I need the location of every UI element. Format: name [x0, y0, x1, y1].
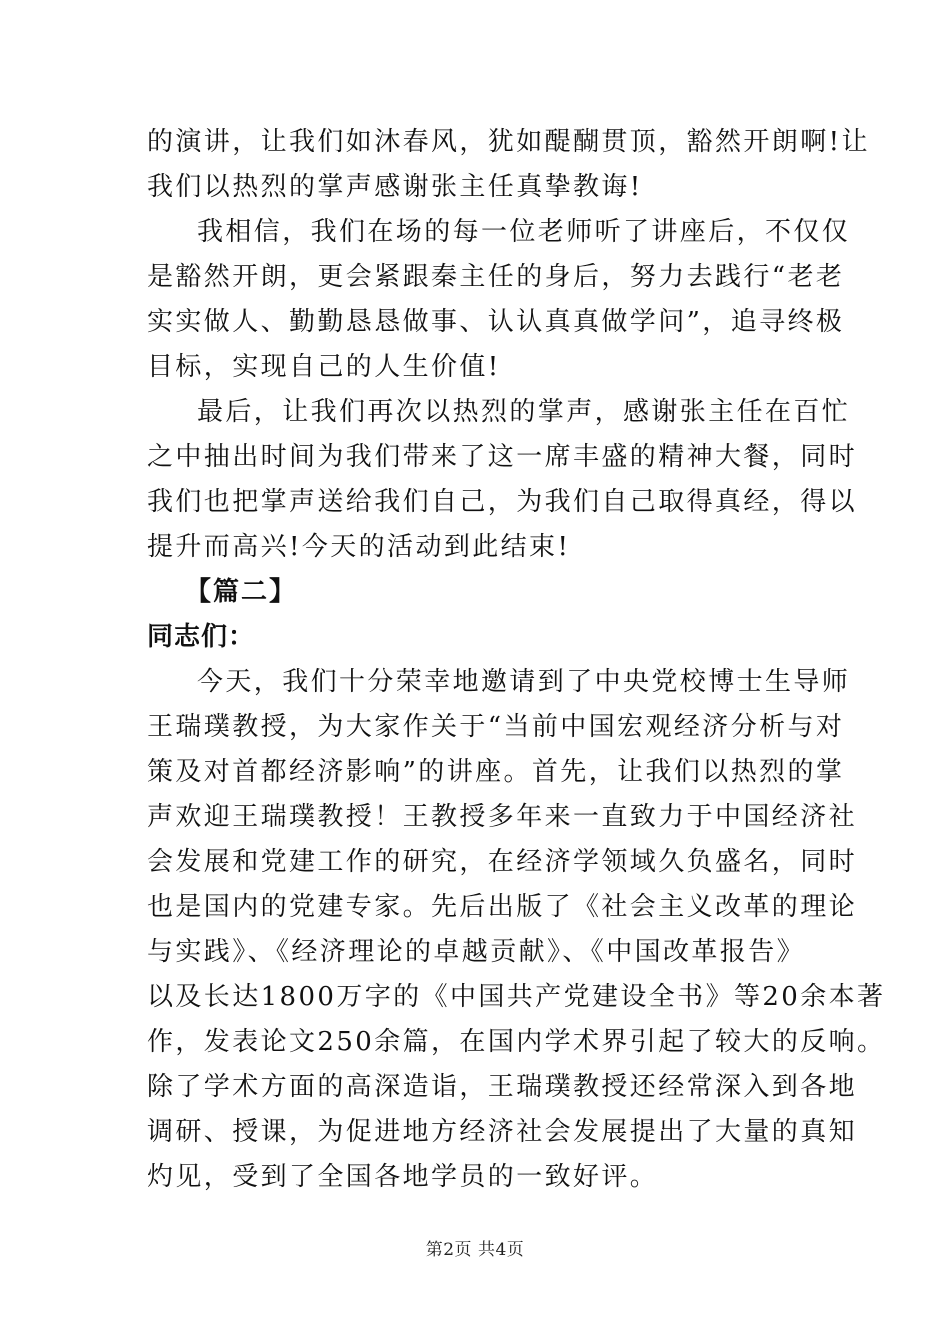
- body-text-line: 也是国内的党建专家。先后出版了《社会主义改革的理论: [147, 892, 858, 922]
- body-text-line: 与实践》、《经济理论的卓越贡献》、《中国改革报告》: [147, 937, 806, 967]
- body-text-line: 作，发表论文250余篇，在国内学术界引起了较大的反响。: [147, 1027, 886, 1057]
- body-text-line: 实实做人、勤勤恳恳做事、认认真真做学问”，追寻终极: [147, 307, 845, 337]
- greeting: 同志们：: [147, 622, 256, 652]
- body-text-line: 我们也把掌声送给我们自己，为我们自己取得真经，得以: [147, 487, 858, 517]
- body-text-line: 提升而高兴!今天的活动到此结束!: [147, 532, 571, 562]
- body-text-line: 我们以热烈的掌声感谢张主任真挚教诲!: [147, 172, 643, 202]
- paragraph-first-line: 我相信，我们在场的每一位老师听了讲座后，不仅仅: [197, 217, 851, 247]
- body-text-line: 目标，实现自己的人生价值!: [147, 352, 501, 382]
- body-text-line: 以及长达1800万字的《中国共产党建设全书》等20余本著: [147, 982, 886, 1012]
- body-text-line: 的演讲，让我们如沐春风，犹如醍醐贯顶，豁然开朗啊!让: [147, 127, 870, 157]
- section-title: 【篇二】: [185, 577, 298, 607]
- paragraph-first-line: 今天，我们十分荣幸地邀请到了中央党校博士生导师: [197, 667, 851, 697]
- body-text-line: 声欢迎王瑞璞教授！王教授多年来一直致力于中国经济社: [147, 802, 858, 832]
- body-text-line: 除了学术方面的高深造诣，王瑞璞教授还经常深入到各地: [147, 1072, 858, 1102]
- body-text-line: 之中抽出时间为我们带来了这一席丰盛的精神大餐，同时: [147, 442, 858, 472]
- paragraph-first-line: 最后，让我们再次以热烈的掌声，感谢张主任在百忙: [197, 397, 851, 427]
- page-number-footer: 第2页 共4页: [425, 1240, 525, 1260]
- body-text-line: 会发展和党建工作的研究，在经济学领域久负盛名，同时: [147, 847, 858, 877]
- body-text-line: 王瑞璞教授，为大家作关于“当前中国宏观经济分析与对: [147, 712, 845, 742]
- body-text-line: 是豁然开朗，更会紧跟秦主任的身后，努力去践行“老老: [147, 262, 845, 292]
- body-text-line: 策及对首都经济影响”的讲座。首先，让我们以热烈的掌: [147, 757, 845, 787]
- body-text-line: 调研、授课，为促进地方经济社会发展提出了大量的真知: [147, 1117, 858, 1147]
- body-text-line: 灼见，受到了全国各地学员的一致好评。: [147, 1162, 659, 1192]
